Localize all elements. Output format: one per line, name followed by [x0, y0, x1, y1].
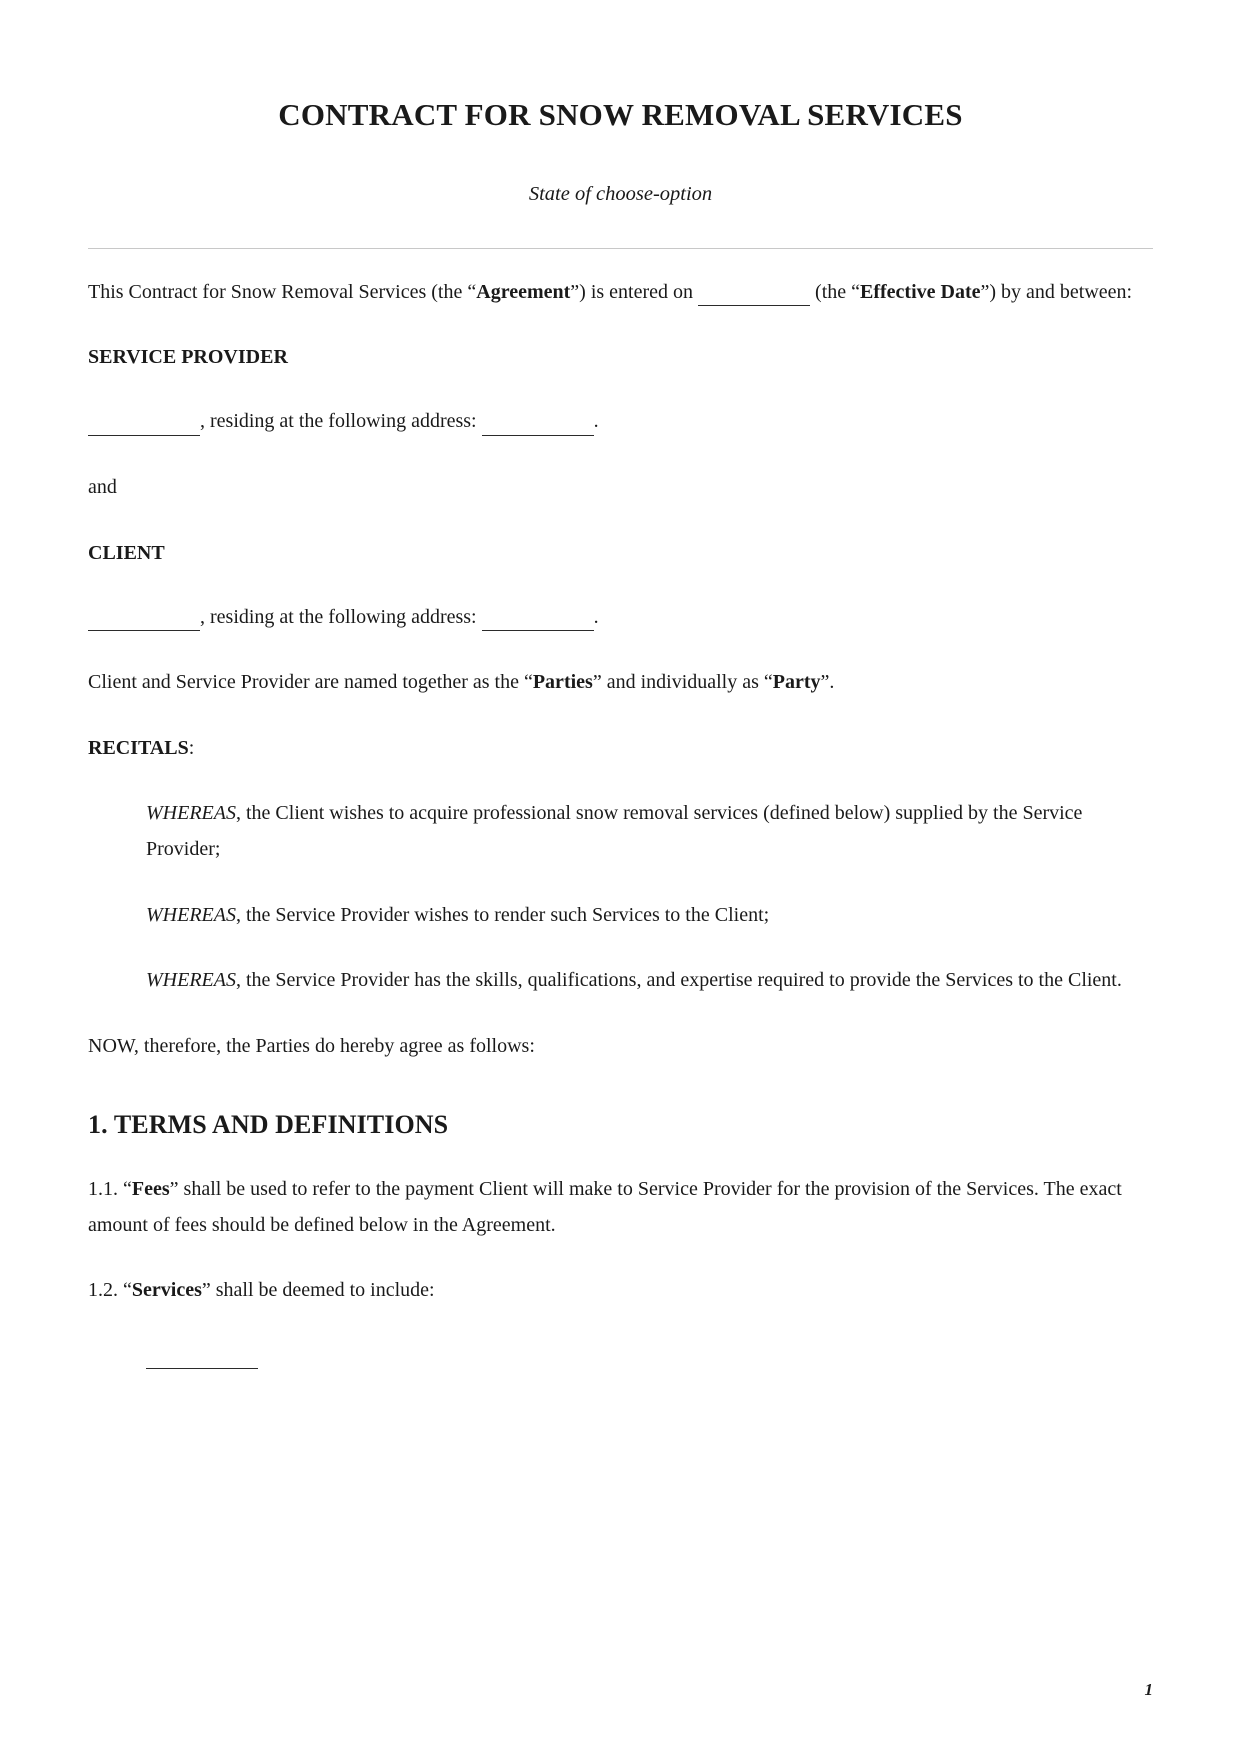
intro-text-4: ”) by and between: — [980, 280, 1133, 303]
agreement-term: Agreement — [476, 280, 571, 303]
services-item-blank[interactable] — [146, 1368, 258, 1369]
service-provider-line-end: . — [593, 410, 599, 433]
client-line-end: . — [593, 605, 599, 628]
whereas-text: , the Service Provider has the skills, qualifications, and expertise required to provide the Services to the Client. — [235, 969, 1122, 992]
client-line — [88, 600, 1153, 636]
clause-1-2-number: 1.2. “ — [88, 1279, 132, 1302]
services-term: Services — [131, 1279, 202, 1302]
header-divider — [88, 248, 1153, 249]
services-list-blank-row — [146, 1355, 1153, 1373]
parties-text-2: ” and individually as “ — [592, 671, 773, 694]
fees-term: Fees — [131, 1178, 170, 1201]
effective-date-blank[interactable] — [698, 305, 810, 306]
recitals-heading — [88, 731, 1153, 767]
service-provider-address-label: , residing at the following address: — [200, 410, 482, 433]
clause-1-1-number: 1.1. “ — [88, 1178, 132, 1201]
recitals-label: RECITALS — [88, 736, 189, 759]
client-address-blank[interactable] — [482, 630, 594, 631]
whereas-lead: WHEREAS — [146, 802, 236, 825]
whereas-text: , the Client wishes to acquire professional snow removal services (defined below) supplied by the Service Provider; — [146, 802, 1083, 860]
section-1-heading: 1. TERMS AND DEFINITIONS — [88, 1110, 449, 1140]
whereas-text: , the Service Provider wishes to render such Services to the Client; — [235, 903, 770, 926]
clause-1-2 — [88, 1273, 1153, 1309]
recitals-label-suffix: : — [188, 736, 195, 759]
document-body — [88, 275, 1153, 1373]
whereas-lead: WHEREAS — [146, 969, 236, 992]
recital-item — [146, 963, 1153, 999]
service-provider-line — [88, 404, 1153, 440]
service-provider-name-blank[interactable] — [88, 435, 200, 436]
service-provider-address-blank[interactable] — [482, 435, 594, 436]
recital-item — [146, 898, 1153, 934]
page-number: 1 — [1144, 1680, 1153, 1699]
parties-text-3: ”. — [820, 671, 835, 694]
client-name-blank[interactable] — [88, 630, 200, 631]
service-provider-heading: SERVICE PROVIDER — [88, 346, 288, 369]
party-term: Party — [772, 671, 821, 694]
recital-item — [146, 796, 1153, 867]
effective-date-term: Effective Date — [860, 280, 981, 303]
intro-text-1: This Contract for Snow Removal Services (the “ — [88, 280, 477, 303]
recitals-closing: NOW, therefore, the Parties do hereby agree as follows: — [88, 1034, 535, 1057]
whereas-lead: WHEREAS — [146, 903, 236, 926]
conjunction-and: and — [88, 475, 117, 498]
intro-paragraph — [88, 275, 1153, 311]
parties-term: Parties — [532, 671, 593, 694]
page-title: CONTRACT FOR SNOW REMOVAL SERVICES — [278, 97, 963, 132]
clause-1-2-text: ” shall be deemed to include: — [201, 1279, 435, 1302]
clause-1-1-text: ” shall be used to refer to the payment Client will make to Service Provider for the provision of the Services. The exact amount of fees should be defined below in the Agreement. — [88, 1178, 1122, 1236]
intro-text-3: (the “ — [810, 280, 861, 303]
client-heading: CLIENT — [88, 541, 165, 564]
client-address-label: , residing at the following address: — [200, 605, 482, 628]
document-subtitle: State of choose-option — [528, 182, 713, 205]
parties-text-1: Client and Service Provider are named together as the “ — [88, 671, 533, 694]
intro-text-2: ”) is entered on — [570, 280, 699, 303]
parties-paragraph — [88, 665, 1153, 701]
clause-1-1 — [88, 1172, 1153, 1243]
